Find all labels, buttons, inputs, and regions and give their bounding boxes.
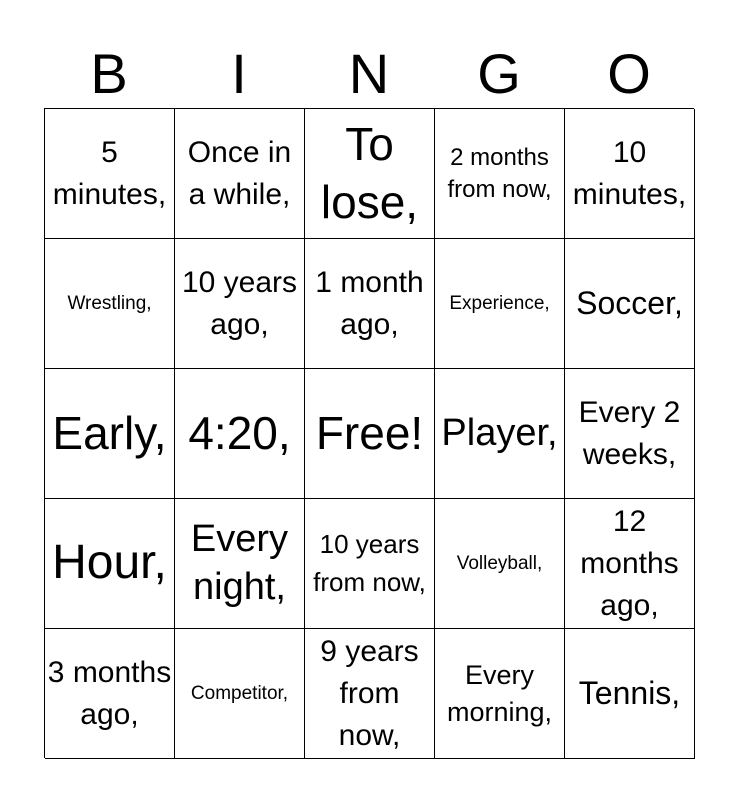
cell-text: Free! <box>315 406 424 459</box>
cell-text: 5 minutes, <box>52 135 167 211</box>
cell-text: Wrestling, <box>67 292 152 314</box>
bingo-cell[interactable] <box>175 239 305 369</box>
cell-text: To lose, <box>320 118 419 228</box>
cell-text: Experience, <box>449 292 550 314</box>
bingo-cell[interactable] <box>175 499 305 629</box>
header-letter-o: O <box>607 42 651 105</box>
bingo-cell[interactable] <box>565 369 695 499</box>
bingo-cell[interactable] <box>45 499 175 629</box>
cell-text: 2 months from now, <box>447 144 552 203</box>
header-letter-b: B <box>90 42 128 105</box>
bingo-cell[interactable] <box>565 239 695 369</box>
cell-text: 12 months ago, <box>580 504 679 622</box>
bingo-cell[interactable] <box>175 109 305 239</box>
bingo-cell[interactable] <box>435 239 565 369</box>
bingo-cell[interactable] <box>565 629 695 759</box>
bingo-cell[interactable] <box>45 369 175 499</box>
cell-text: Hour, <box>52 536 167 590</box>
bingo-header <box>44 40 694 108</box>
cell-text: 10 years from now, <box>313 528 426 597</box>
bingo-cell[interactable] <box>435 369 565 499</box>
bingo-cell[interactable] <box>175 629 305 759</box>
free-space-cell[interactable] <box>305 369 435 499</box>
cell-text: Tennis, <box>578 674 681 711</box>
header-letter-g: G <box>477 42 521 105</box>
bingo-cell[interactable] <box>305 499 435 629</box>
cell-text: 1 month ago, <box>315 265 424 341</box>
cell-text: Player, <box>441 411 558 454</box>
bingo-cell[interactable] <box>45 109 175 239</box>
cell-text: Every morning, <box>446 660 553 727</box>
bingo-board <box>44 108 694 758</box>
cell-text: 10 minutes, <box>572 135 687 211</box>
bingo-cell[interactable] <box>305 629 435 759</box>
bingo-cell[interactable] <box>305 239 435 369</box>
bingo-cell[interactable] <box>435 629 565 759</box>
cell-text: 4:20, <box>188 406 291 459</box>
bingo-cell[interactable] <box>565 499 695 629</box>
cell-text: Every night, <box>190 518 289 608</box>
bingo-cell[interactable] <box>175 369 305 499</box>
cell-text: 9 years from now, <box>320 634 419 752</box>
cell-text: Volleyball, <box>456 552 543 574</box>
cell-text: Competitor, <box>190 682 289 704</box>
cell-text: Early, <box>52 406 167 459</box>
header-letter-n: N <box>348 42 390 105</box>
cell-text: Every 2 weeks, <box>578 395 681 471</box>
cell-text: Soccer, <box>576 284 683 321</box>
cell-text: Once in a while, <box>187 135 292 211</box>
cell-text: 3 months ago, <box>47 655 172 731</box>
bingo-cell[interactable] <box>45 239 175 369</box>
cell-text: 10 years ago, <box>181 265 298 341</box>
bingo-cell[interactable] <box>45 629 175 759</box>
bingo-cell[interactable] <box>435 109 565 239</box>
bingo-cell[interactable] <box>305 109 435 239</box>
header-letter-i: I <box>231 42 247 105</box>
bingo-cell[interactable] <box>435 499 565 629</box>
bingo-cell[interactable] <box>565 109 695 239</box>
